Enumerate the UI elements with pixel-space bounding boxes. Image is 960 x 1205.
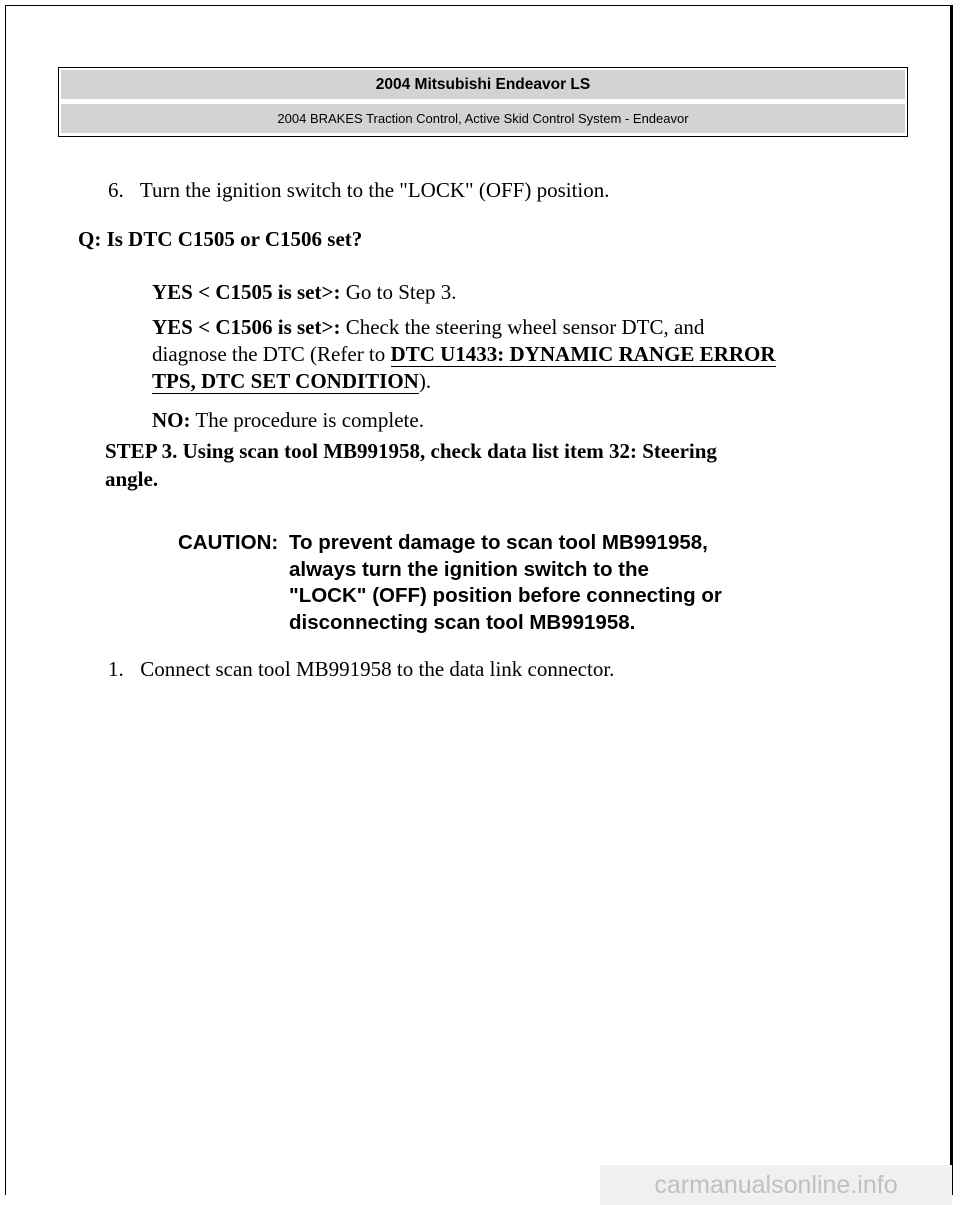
document-header bbox=[58, 67, 908, 137]
dtc-u1433-link[interactable]: DTC U1433: DYNAMIC RANGE ERROR bbox=[390, 342, 776, 366]
step-1-number: 1. bbox=[108, 657, 124, 681]
answer-yes-c1506-line3: TPS, DTC SET CONDITION). bbox=[152, 369, 432, 393]
yes-c1505-text: Go to Step 3. bbox=[340, 280, 457, 304]
answer-yes-c1506 bbox=[152, 313, 704, 341]
answer-no bbox=[152, 406, 424, 434]
header-title: 2004 Mitsubishi Endeavor LS bbox=[61, 70, 905, 99]
step-1-text: Connect scan tool MB991958 to the data link connector. bbox=[140, 657, 615, 681]
yes-c1506-text: Check the steering wheel sensor DTC, and bbox=[340, 315, 705, 339]
answer-yes-c1505 bbox=[152, 278, 457, 306]
caution-label: CAUTION: bbox=[178, 531, 279, 554]
answer-yes-c1506-line2: diagnose the DTC (Refer to DTC U1433: DYNAMIC RANGE ERROR bbox=[152, 342, 776, 366]
step-3-heading: STEP 3. Using scan tool MB991958, check data list item 32: Steering bbox=[105, 439, 717, 463]
step-6 bbox=[108, 176, 610, 204]
dtc-u1433-link-cont[interactable]: TPS, DTC SET CONDITION bbox=[152, 369, 419, 393]
step-6-number: 6. bbox=[108, 178, 124, 202]
header-subtitle: 2004 BRAKES Traction Control, Active Skid Control System - Endeavor bbox=[61, 104, 905, 133]
caution-text: To prevent damage to scan tool MB991958, always turn the ignition switch to the "LOCK" (OFF) position before connecting or disconnecting scan tool MB991958. bbox=[289, 531, 722, 634]
step-1 bbox=[108, 655, 614, 683]
yes-c1505-label: YES < C1505 is set>: bbox=[152, 280, 341, 304]
question: Q: Is DTC C1505 or C1506 set? bbox=[78, 227, 363, 251]
yes-c1506-label: YES < C1506 is set>: bbox=[152, 315, 341, 339]
watermark: carmanualsonline.info bbox=[600, 1165, 952, 1205]
step-6-text: Turn the ignition switch to the "LOCK" (OFF) position. bbox=[139, 178, 610, 202]
no-text: The procedure is complete. bbox=[190, 408, 424, 432]
no-label: NO: bbox=[152, 408, 191, 432]
step-3-heading-line2: angle. bbox=[105, 467, 159, 491]
